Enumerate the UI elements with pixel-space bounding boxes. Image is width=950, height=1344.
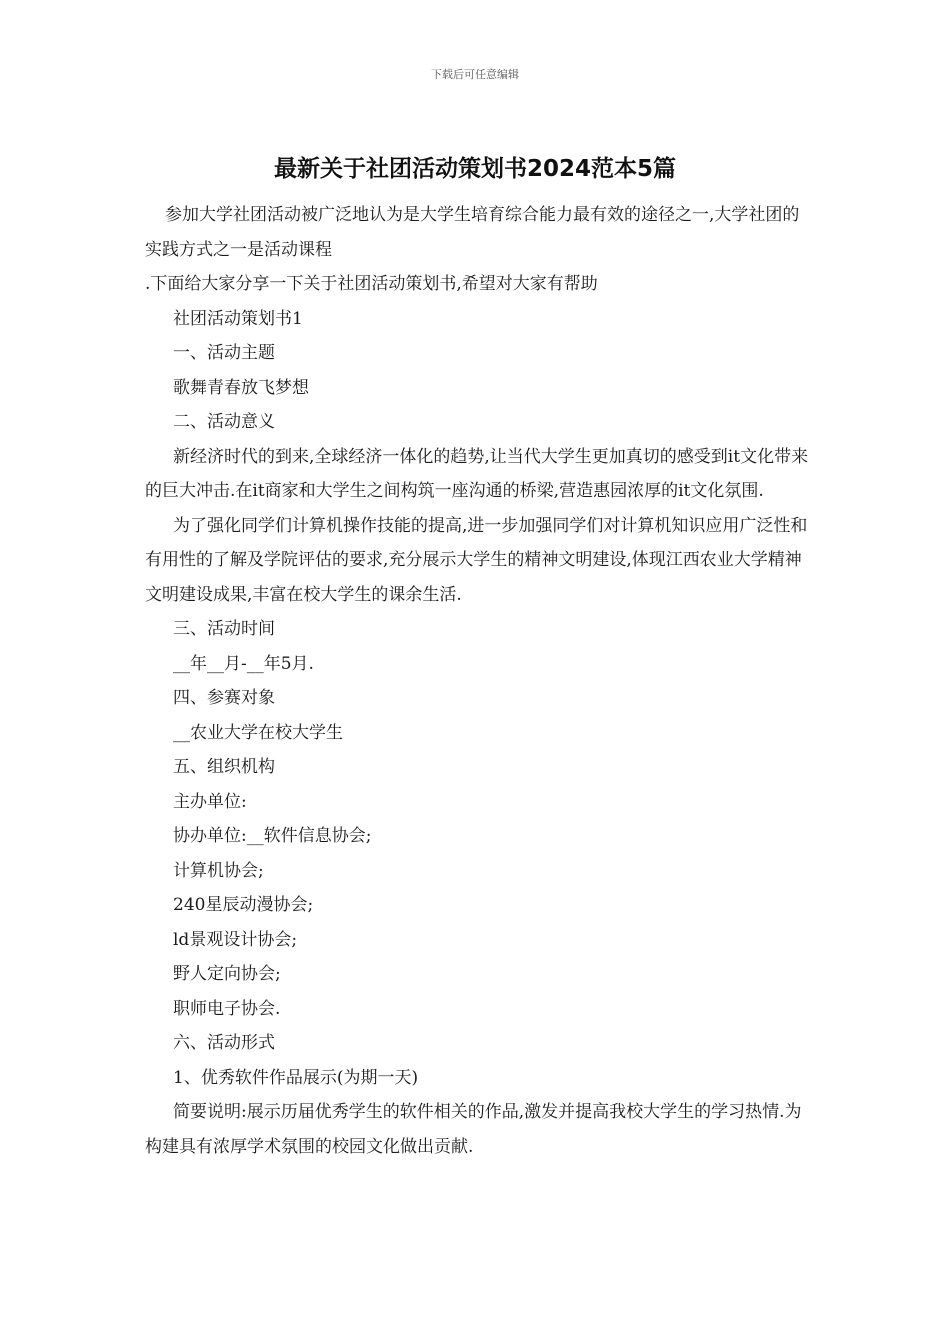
section-heading: 六、活动形式 — [173, 1033, 275, 1053]
section-heading: 四、参赛对象 — [173, 688, 275, 708]
body-paragraph: __农业大学在校大学生 — [173, 722, 343, 743]
body-paragraph: __年__月-__年5月. — [173, 653, 314, 674]
document-body — [145, 198, 810, 1164]
body-paragraph: 新经济时代的到来,全球经济一体化的趋势,让当代大学生更加真切的感受到it文化带来的巨大冲击.在it商家和大学生之间构筑一座沟通的桥梁,营造惠园浓厚的it文化氛围. — [145, 446, 809, 501]
body-paragraph: 职师电子协会. — [173, 998, 281, 1019]
section-heading: 二、活动意义 — [173, 412, 275, 432]
section-heading: 三、活动时间 — [173, 619, 275, 639]
body-paragraph: ld景观设计协会; — [173, 929, 298, 950]
section-heading: 社团活动策划书1 — [173, 308, 303, 329]
header-note: 下载后可任意编辑 — [431, 68, 519, 81]
section-heading: 五、组织机构 — [173, 757, 275, 777]
body-paragraph: 1、优秀软件作品展示(为期一天) — [173, 1067, 419, 1088]
body-paragraph: 计算机协会; — [173, 860, 264, 881]
intro-paragraph: 参加大学社团活动被广泛地认为是大学生培育综合能力最有效的途径之一,大学社团的实践方式之一是活动课程 — [145, 205, 800, 260]
document-title: 最新关于社团活动策划书2024范本5篇 — [273, 156, 677, 182]
body-paragraph: 主办单位: — [173, 791, 247, 812]
body-paragraph: 为了强化同学们计算机操作技能的提高,进一步加强同学们对计算机知识应用广泛性和有用性的了解及学院评估的要求,充分展示大学生的精神文明建设,体现江西农业大学精神文明建设成果,丰富在校大学生的课余生活. — [145, 515, 808, 605]
intro-continuation: .下面给大家分享一下关于社团活动策划书,希望对大家有帮助 — [145, 274, 598, 294]
section-heading: 一、活动主题 — [173, 343, 275, 363]
body-paragraph: 240星辰动漫协会; — [173, 895, 314, 915]
body-paragraph: 野人定向协会; — [173, 964, 281, 984]
body-paragraph: 协办单位:__软件信息协会; — [173, 826, 372, 846]
body-paragraph: 简要说明:展示历届优秀学生的软件相关的作品,激发并提高我校大学生的学习热情.为构建具有浓厚学术氛围的校园文化做出贡献. — [145, 1102, 802, 1157]
body-paragraph: 歌舞青春放飞梦想 — [173, 377, 309, 398]
